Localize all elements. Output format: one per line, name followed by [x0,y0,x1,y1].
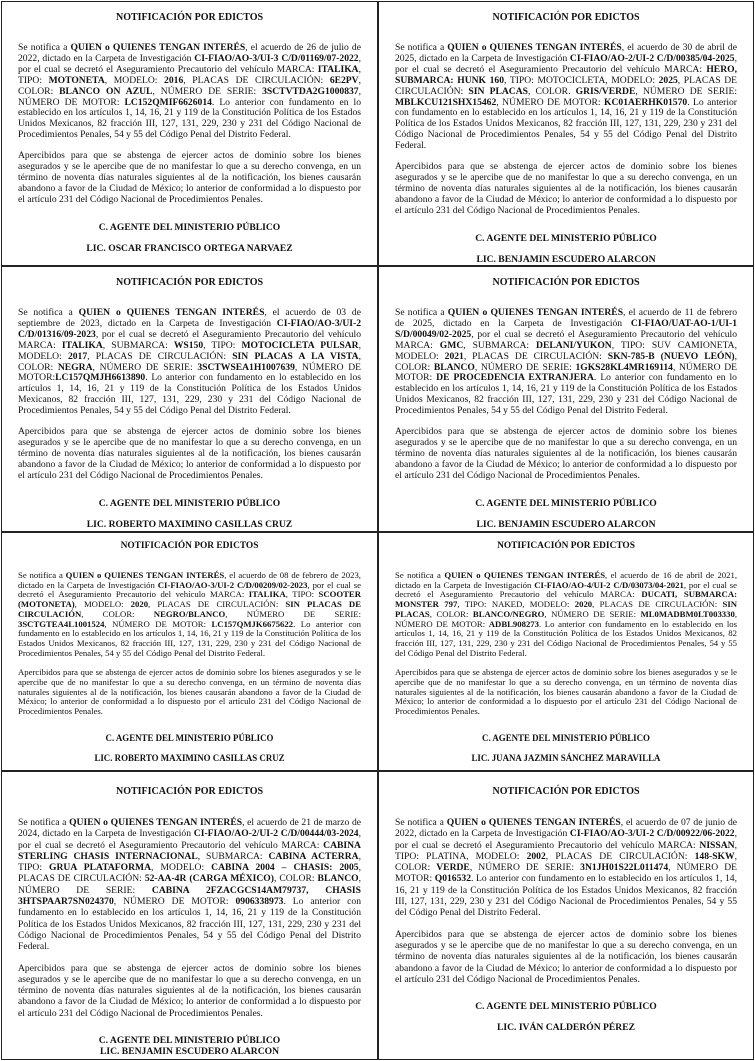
notice-paragraph-main [395,308,737,417]
text-run: , el acuerdo de 11 de febrero de 2025, dictado en la Carpeta de Investigación [395,307,737,329]
bold-text-run: ADBL908273 [488,618,539,629]
notice-paragraph-warning: Apercibidos para que se abstenga de ejercer actos de dominio sobre los bienes asegurados y se le apercibe que de no manifestar lo que a su derecho convenga, en un término de noventa días naturales siguientes al de la notificación, los bienes causarán abandono a favor de la Ciudad de México; lo anterior de conformidad a lo dispuesto por el artículo 231 del Código Nacional de Procedimientos Penales. [18,667,361,717]
text-run: , el acuerdo de 08 de febrero de 2023, dictado en la Carpeta de Investigación [18,570,361,590]
text-run: , por el cual se decretó el Aseguramiento Precautorio del vehículo MARCA: [18,828,361,851]
bold-text-run: LC152QMIF6626014 [124,96,212,108]
agent-name: LIC. BENJAMIN ESCUDERO ALARCON [99,1046,280,1058]
bold-text-run: MOTOCICLETA PULSAR [241,339,359,351]
agent-title: C. AGENTE DEL MINISTERIO PÚBLICO [98,221,281,233]
bold-text-run: 148-SKW [694,850,735,862]
text-run: . Lo anterior con fundamento en lo establecido en los artículos 1, 14, 16, 21 y 119 de la Constitución Política de los Estados Unidos Mexicanos, 82 fracción III, 127, 131, 229, 230 y 231 del Código Nacional de Procedimientos Penales, 54 y 55 del Código Penal del Distrito Federal. [395,372,737,417]
text-run: , SUBMARCA: [197,850,269,862]
text-run: , NÚMERO DE MOTOR: [395,862,738,885]
bold-text-run: ITALIKA [248,589,286,600]
bold-text-run: LC157QMJK6675622 [211,618,294,629]
notice-paragraph-main [395,43,737,152]
bold-text-run: 2020 [130,599,149,610]
bold-text-run: QUIEN o QUIENES TENGAN INTERÉS [444,570,606,580]
text-run: , el acuerdo de 03 de septiembre de 2023, dictado en la Carpeta de Investigación [18,307,361,329]
notice-paragraph-main [18,308,361,417]
agent-title: C. AGENTE DEL MINISTERIO PÚBLICO [482,732,650,743]
text-run: , NÚMERO DE SERIE: [225,608,361,619]
text-run: , por el cual se decretó el Aseguramiento Precautorio del vehículo MARCA: [395,828,737,851]
text-run: , NÚMERO DE SERIE: [92,361,198,373]
agent-name: LIC. BENJAMIN ESCUDERO ALARCON [476,518,656,530]
bold-text-run: 2016 [164,74,184,86]
agent-title: C. AGENTE DEL MINISTERIO PÚBLICO [475,1001,657,1013]
agent-name: LIC. JUANA JAZMIN SÁNCHEZ MARAVILLA [471,752,661,763]
text-run: , TIPO: PLATINA, MODELO: [395,839,737,862]
bold-text-run: BLANCO [433,361,475,373]
bold-text-run: BLANCO ON AZUL [59,85,153,97]
text-run: Se notifica a [395,570,445,580]
bold-text-run: 3N1JH01S22L011474 [580,862,669,874]
text-run: , por el cual se decretó el Aseguramiento Precautorio del vehículo MARCA: [395,328,737,351]
bold-text-run: 3SCTWSEA1H1007639 [197,361,295,373]
bold-text-run: QUIEN o QUIENES TENGAN INTERÉS [78,307,265,318]
text-run: , TIPO: [285,589,319,600]
notice-title: NOTIFICACIÓN POR EDICTOS [115,277,264,288]
bold-text-run: SIN PLACAS DE CIRCULACIÓN [18,599,361,619]
notice-paragraph-warning: Apercibidos para que se abstenga de ejercer actos de dominio sobre los bienes asegurados y se le apercibe que de no manifestar lo que a su derecho convenga, en un término de noventa días naturales siguientes al de la notificación, los bienes causarán abandono a favor de la Ciudad de México; lo anterior de conformidad a lo dispuesto por el artículo 231 del Código Nacional de Procedimientos Penales. [18,962,361,1019]
notice-title: NOTIFICACIÓN POR EDICTOS [497,541,635,551]
bold-text-run: 0906338973 [235,896,284,908]
bold-text-run: BLANCO/NEGRO [472,608,545,619]
text-run: , COLOR: [273,873,318,885]
text-run: , NÚMERO DE MOTOR: [395,608,738,629]
agent-title: C. AGENTE DEL MINISTERIO PÚBLICO [475,232,657,244]
text-run: , MODELO: [18,339,361,362]
text-run: , NÚMERO DE SERIE: [469,862,581,874]
bold-text-run: CI-FIAO/AO-3/UI-2 C/D/00209/02-2023 [157,579,308,590]
text-run: , NÚMERO DE SERIE: [544,608,641,619]
text-run: , TIPO: [203,339,242,351]
bold-text-run: CABINA 2FZACGCS14AM79737, CHASIS 3HTSPAAR7SN024370 [18,884,362,908]
bold-text-run: VERDE [436,862,470,874]
text-run: , COLOR: [18,350,361,373]
text-run: , NÚMERO DE MOTOR: [18,361,361,384]
bold-text-run: ML0MADBM0LT003330 [640,608,735,619]
bold-text-run: 2025 [658,74,678,86]
text-run: , por el cual se decretó el Aseguramiento Precautorio del vehículo MARCA: [18,328,361,351]
bold-text-run: 2020 [574,599,593,610]
text-run: . Lo anterior con fundamento en lo establecido en los artículos 1, 14, 16, 21 y 119 de la Constitución Política de los Estados Unidos Mexicanos, 82 fracción III, 127, 131, 229, 230 y 231 del Código Nacional de Procedimientos Penales, 54 y 55 del Código Penal del Distrito Federal. [395,618,737,658]
text-run: Se notifica a [18,307,79,318]
bold-text-run: CI-FIAO/AO-3/UI-2 C/D/01316/09-2023 [18,317,361,340]
agent-title: C. AGENTE DEL MINISTERIO PÚBLICO [475,497,657,509]
notice-paragraph-main [18,817,361,953]
bold-text-run: 2021 [444,350,464,362]
text-run: , NÚMERO DE MOTOR: [395,361,737,384]
bold-text-run: 3SCTVTDA2G1000837 [262,85,359,97]
text-run: , NÚMERO DE SERIE: [635,85,737,97]
bold-text-run: NEGRO/BLANCO [153,608,226,619]
bold-text-run: HERO, SUBMARCA: HUNK 160 [395,63,737,86]
text-run: , por el cual se decretó el Aseguramiento Precautorio del vehículo MARCA: [18,52,362,75]
text-run: , TIPO: [18,850,362,874]
edict-notice-4 [378,266,754,532]
bold-text-run: 3SCTGTEA4L1001524 [18,618,105,629]
bold-text-run: CABINA 2004 – CHASIS: 2005 [211,862,359,874]
bold-text-run: CI-FIAO/AO-2/UI-2 C/D/00385/04-2025 [569,52,735,64]
agent-title: C. AGENTE DEL MINISTERIO PÚBLICO [98,1035,281,1047]
edict-notice-5 [1,532,378,771]
text-run: , TIPO: [18,63,361,86]
bold-text-run: MOTONETA [48,74,105,86]
notice-paragraph-main [395,817,737,919]
text-run: . Lo anterior con fundamento en lo establecido en los artículos 1, 14, 16, 21 y 119 de la Constitución Política de los Estados Unidos Mexicanos, 82 fracción III, 127, 131, 229, 230 y 231 del Código Nacional de Procedimientos Penales, 54 y 55 del Código Penal del Distrito Federal. [18,372,361,417]
bold-text-run: MBLKCU121SHX15462 [395,96,497,108]
agent-name: LIC. ROBERTO MAXIMINO CASILLAS CRUZ [86,518,293,530]
bold-text-run: LC157QMJH6613890 [55,372,146,384]
agent-name: LIC. IVÁN CALDERÓN PÉREZ [496,1022,636,1034]
text-run: , NÚMERO DE SERIE: [18,873,361,896]
text-run: , PLACAS DE CIRCULACIÓN: [87,350,233,362]
agent-name: LIC. ROBERTO MAXIMINO CASILLAS CRUZ [94,752,285,763]
bold-text-run: CABINA STERLING CHASIS INTERNACIONAL [18,839,361,862]
edict-notice-2 [378,1,754,266]
text-run: . Lo anterior con fundamento en lo establecido en los artículos 1, 14, 16, 21 y 119 de la Constitución Política de los Estados Unidos Mexicanos, 82 fracción III, 127, 131, 229, 230 y 231 del Código Nacional de Procedimientos Penales, 54 y 55 del Código Penal del Distrito Federal. [395,96,737,152]
notice-title: NOTIFICACIÓN POR EDICTOS [492,12,640,23]
bold-text-run: CI-FIAO/UAT-AO-1/UI-1 S/D/00049/02-2025 [395,317,737,340]
bold-text-run: GMC [439,339,464,351]
bold-text-run: SIN PLACAS [395,599,737,619]
text-run: , COLOR: [395,850,737,874]
text-run: , por el cual se decretó el Aseguramiento Precautorio del vehículo MARCA: [395,52,737,75]
notice-paragraph-warning: Apercibidos para que se abstenga de ejercer actos de dominio sobre los bienes asegurados y se le apercibe que de no manifestar lo que a su derecho convenga, en un término de noventa días naturales siguientes al de la notificación, los bienes causarán abandono a favor de la Ciudad de México; lo anterior de conformidad a lo dispuesto por el artículo 231 del Código Nacional de Procedimientos Penales. [18,426,361,481]
bold-text-run: DUCATI, SUBMARCA: MONSTER 797 [395,589,737,610]
text-run: Se notifica a [18,570,66,580]
notice-title: NOTIFICACIÓN POR EDICTOS [115,786,264,797]
bold-text-run: SIN PLACAS A LA VISTA [232,350,359,362]
notice-title: NOTIFICACIÓN POR EDICTOS [492,786,640,797]
text-run: , PLACAS DE CIRCULACIÓN: [148,599,286,610]
bold-text-run: ITALIKA [61,339,103,351]
bold-text-run: BLANCO [317,873,359,885]
text-run: Se notifica a [395,817,447,828]
text-run: , PLACAS DE CIRCULACIÓN: [592,599,723,610]
notice-paragraph-main [18,571,361,658]
text-run: , por el cual se decretó el Aseguramiento Precautorio del vehículo MARCA: [18,579,361,600]
text-run: , por el cual se decretó el Aseguramiento Precautorio del vehículo MARCA: [395,579,738,600]
text-run: , PLACAS DE CIRCULACIÓN: [18,862,361,885]
text-run: , COLOR: [429,608,473,619]
bold-text-run: DELANI/YUKON [536,339,612,351]
bold-text-run: CI-FIAO/AO-3/UI-3 C/D/01169/07-2022 [194,52,359,64]
bold-text-run: Q016532 [434,873,471,885]
edict-notice-1 [1,1,378,266]
edict-notice-7 [1,771,378,1060]
bold-text-run: NISSAN [699,839,735,851]
text-run: , NÚMERO DE MOTOR: [496,96,605,108]
text-run: , NÚMERO DE MOTOR: [18,85,361,108]
text-run: , TIPO: SUV CAMIONETA, MODELO: [395,339,737,362]
text-run: , NÚMERO DE SERIE: [474,361,576,373]
notice-paragraph-warning: Apercibidos para que se abstenga de ejercer actos de dominio sobre los bienes asegurados y se le apercibe que de no manifestar lo que a su derecho convenga, en un término de noventa días naturales siguientes al de la notificación, los bienes causarán abandono a favor de la Ciudad de México; lo anterior de conformidad a lo dispuesto por el artículo 231 del Código Nacional de Procedimientos Penales. [395,161,737,216]
notice-paragraph-warning: Apercibidos para que se abstenga de ejercer actos de dominio sobre los bienes asegurados y se le apercibe que de no manifestar lo que a su derecho convenga, en un término de noventa días naturales siguientes al de la notificación, los bienes causarán abandono a favor de la Ciudad de México; lo anterior de conformidad a lo dispuesto por el artículo 231 del Código Nacional de Procedimientos Penales. [18,150,361,205]
text-run: , NÚMERO DE MOTOR: [104,618,212,629]
text-run: Se notifica a [18,42,71,53]
bold-text-run: KC01AERHK01570 [604,96,688,108]
notice-title: NOTIFICACIÓN POR EDICTOS [115,12,264,23]
bold-text-run: QUIEN o QUIENES TENGAN INTERÉS [65,570,225,580]
notice-paragraph-warning: Apercibidos para que se abstenga de ejercer actos de dominio sobre los bienes asegurados y se le apercibe que de no manifestar lo que a su derecho convenga, en un término de noventa días naturales siguientes al de la notificación, los bienes causarán abandono a favor de la Ciudad de México; lo anterior de conformidad a lo dispuesto por el artículo 231 del Código Nacional de Procedimientos Penales. [395,667,737,717]
text-run: , el acuerdo de 07 de junio de 2022, dictado en la Carpeta de Investigación [395,817,737,840]
bold-text-run: CI-FIAO/AO-2/UI-2 C/D/00444/03-2024 [193,828,359,840]
text-run: , TIPO: NAKED, MODELO: [457,599,575,610]
text-run: , PLACAS DE CIRCULACIÓN: [463,350,608,362]
bold-text-run: QUIEN o QUIENES TENGAN INTERÉS [70,42,246,53]
bold-text-run: GRIS/VERDE [575,85,636,97]
bold-text-run: CI-FIAO/AO-4/UI-2 C/D/03073/04-2021 [534,579,684,590]
text-run: , PLACAS DE CIRCULACIÓN: [545,850,695,862]
edict-notice-3 [1,266,378,532]
text-run: , el acuerdo de 21 de marzo de 2024, dictado en la Carpeta de Investigación [18,817,361,840]
bold-text-run: CABINA ACTERRA [268,850,359,862]
bold-text-run: DE PROCEDENCIA EXTRANJERA [436,372,594,384]
text-run: , SUBMARCA: [463,339,537,351]
text-run: , COLOR. [527,85,576,97]
text-run: , MODELO: [104,74,165,86]
text-run: , COLOR: [18,74,361,97]
text-run: , NÚMERO DE MOTOR: [113,896,236,908]
text-run: , PLACAS DE CIRCULACIÓN: [395,74,737,97]
text-run: Se notifica a [18,817,70,828]
agent-name: LIC. OSCAR FRANCISCO ORTEGA NARVAEZ [86,242,293,254]
text-run: , SUBMARCA: [102,339,174,351]
bold-text-run: CI-FIAO/AO-3/UI-2 C/D/00922/06-2022 [569,828,735,840]
text-run: Se notifica a [395,307,448,318]
bold-text-run: 2017 [67,350,88,362]
text-run: Se notifica a [395,42,448,53]
edict-notice-8 [378,771,754,1060]
text-run: , COLOR: [395,350,737,373]
bold-text-run: QUIEN o QUIENES TENGAN INTERÉS [69,817,243,828]
bold-text-run: SIN PLACAS [468,85,528,97]
bold-text-run: QUIEN o QUIENES TENGAN INTERÉS [446,817,621,828]
bold-text-run: ITALIKA [317,63,359,75]
bold-text-run: GRUA PLATAFORMA [49,862,152,874]
text-run: . Lo anterior con fundamento en lo establecido en los artículos 1, 14, 16, 21 y 119 de la Constitución Política de los Estados Unidos Mexicanos, 82 fracción III, 127, 131, 229, 230 y 231 del Código Nacional de Procedimientos Penales, 54 y 55 del Código Penal del Distrito Federal. [18,96,361,141]
edict-notice-6 [378,532,754,771]
bold-text-run: SCOOTER (MOTONETA) [18,589,361,610]
notice-title: NOTIFICACIÓN POR EDICTOS [492,277,640,288]
agent-title: C. AGENTE DEL MINISTERIO PÚBLICO [105,732,274,743]
notice-paragraph-warning: Apercibidos para que se abstenga de ejercer actos de dominio sobre los bienes asegurados y se le apercibe que de no manifestar lo que a su derecho convenga, en un término de noventa días naturales siguientes al de la notificación, los bienes causarán abandono a favor de la Ciudad de México; lo anterior de conformidad a lo dispuesto por el artículo 231 del Código Nacional de Procedimientos Penales. [395,426,737,481]
bold-text-run: 2002 [526,850,546,862]
agent-title: C. AGENTE DEL MINISTERIO PÚBLICO [98,497,281,509]
text-run: , PLACAS DE CIRCULACIÓN: [183,74,330,86]
agent-name: LIC. BENJAMIN ESCUDERO ALARCON [476,253,656,265]
text-run: , el acuerdo de 26 de julio de 2022, dictado en la Carpeta de Investigación [18,42,361,64]
text-run: , el acuerdo de 16 de abril de 2021, dictado en la Carpeta de Investigación [395,570,738,590]
text-run: . Lo anterior con fundamento en lo establecido en los artículos 1, 14, 16, 21 y 119 de la Constitución Política de los Estados Unidos Mexicanos, 82 fracción III, 127, 131, 229, 230 y 231 del Código Nacional de Procedimientos Penales, 54 y 55 del Código Penal del Distrito Federal. [395,873,737,919]
text-run: , MODELO: [74,599,131,610]
bold-text-run: 6E2PV [329,74,359,86]
notice-paragraph-main [395,571,737,658]
text-run: , MODELO: [151,862,212,874]
bold-text-run: QUIEN o QUIENES TENGAN INTERÉS [447,42,622,53]
bold-text-run: WS150 [173,339,204,351]
text-run: , COLOR: [81,608,154,619]
bold-text-run: NEGRA [57,361,93,373]
text-run: . Lo anterior con fundamento en lo establecido en los artículos 1, 14, 16, 21 y 119 de la Constitución Política de los Estados Unidos Mexicanos, 82 fracción III, 127, 131, 229, 230 y 231 del Código Nacional de Procedimientos Penales, 54 y 55 del Código Penal del Distrito Federal. [18,896,362,953]
text-run: , TIPO: MOTOCICLETA, MODELO: [504,74,659,86]
bold-text-run: SKN-785-B (NUEVO LEÓN) [607,350,735,362]
notice-paragraph-main [18,43,361,141]
bold-text-run: QUIEN o QUIENES TENGAN INTERÉS [447,307,624,318]
notice-paragraph-warning: Apercibidos para que se abstenga de ejercer actos de dominio sobre los bienes asegurados y se le apercibe que de no manifestar lo que a su derecho convenga, en un término de noventa días naturales siguientes al de la notificación, los bienes causarán abandono a favor de la Ciudad de México; lo anterior de conformidad a lo dispuesto por el artículo 231 del Código Nacional de Procedimientos Penales. [395,928,737,985]
notice-title: NOTIFICACIÓN POR EDICTOS [120,541,259,551]
bold-text-run: 1GKS28KL4MR169114 [575,361,673,373]
text-run: , NÚMERO DE SERIE: [152,85,263,97]
text-run: . Lo anterior con fundamento en lo establecido en los artículos 1, 14, 16, 21 y 119 de la Constitución Política de los Estados Unidos Mexicanos, 82 fracción III, 127, 131, 229, 230 y 231 del Código Nacional de Procedimientos Penales, 54 y 55 del Código Penal del Distrito Federal. [18,618,361,658]
text-run: , el acuerdo de 30 de abril de 2025, dictado en la Carpeta de Investigación [395,42,737,64]
bold-text-run: 52-AA-4R (CARGA MÉXICO) [144,873,274,885]
